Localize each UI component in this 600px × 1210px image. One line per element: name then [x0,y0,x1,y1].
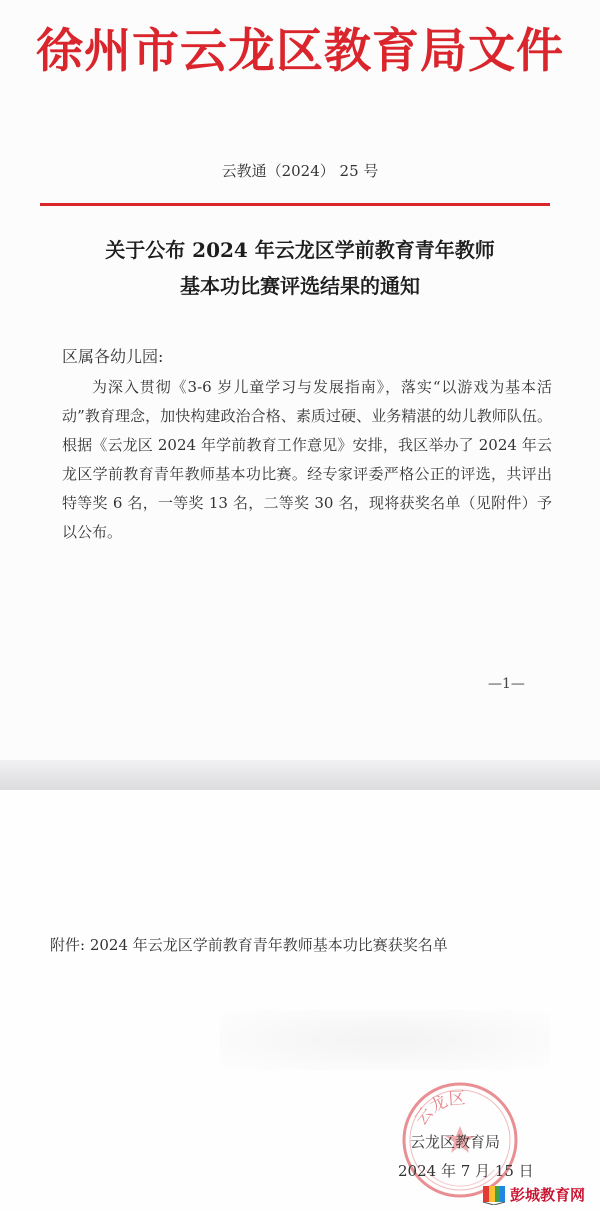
notice-title-line-2: 基本功比赛评选结果的通知 [180,274,420,298]
svg-text:云龙区: 云龙区 [411,1088,467,1130]
document-header-title: 徐州市云龙区教育局文件 [36,24,564,79]
document-number: 云教通（2024） 25 号 [221,162,379,180]
bleed-through-shadow [220,1010,550,1070]
header-red-rule [40,203,550,206]
attachment-line: 附件: 2024 年云龙区学前教育青年教师基本功比赛获奖名单 [50,936,448,954]
page-number: —1— [488,676,525,692]
issue-date: 2024 年 7 月 15 日 [398,1162,534,1180]
page-gap [0,760,600,790]
book-logo-icon [482,1183,506,1205]
notice-title [0,232,600,304]
notice-title-line-1: 关于公布 2024 年云龙区学前教育青年教师 [105,238,495,262]
site-watermark [482,1181,585,1207]
addressee: 区属各幼儿园: [62,347,164,366]
issuer-name: 云龙区教育局 [410,1133,501,1151]
notice-body: 为深入贯彻《3-6 岁儿童学习与发展指南》，落实“以游戏为基本活动”教育理念，加快构建政治合格、素质过硬、业务精湛的幼儿教师队伍。根据《云龙区 2024 年学前教育工作意见》安排，我区举办了 2024 年云龙区学前教育青年教师基本功比赛。经专家评委严格公正的评选，共评出特等奖 6 名，一等奖 13 名，二等奖 30 名，现将获奖名单（见附件）予以公布。 [62,378,552,541]
watermark-text: 彭城教育网 [510,1185,586,1204]
